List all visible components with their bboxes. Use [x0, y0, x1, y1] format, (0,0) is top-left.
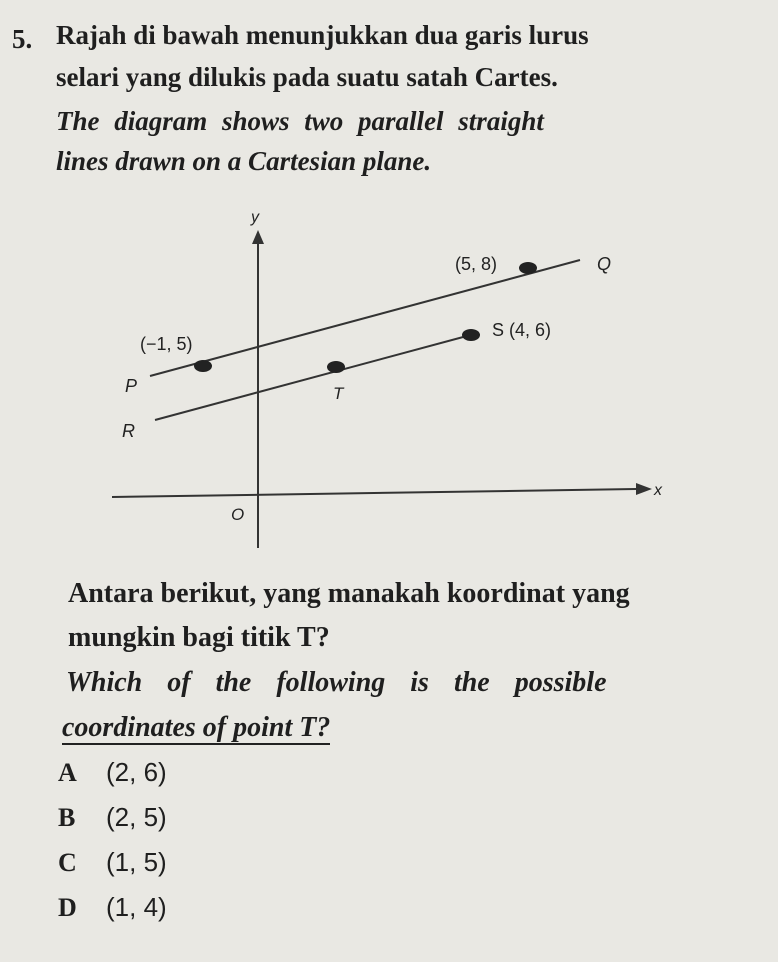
x-axis-label: x — [654, 482, 662, 499]
point-t-label: T — [333, 384, 344, 403]
y-axis-arrow — [252, 230, 264, 244]
question-malay-line-2: selari yang dilukis pada suatu satah Cartes. — [56, 62, 558, 92]
x-axis-arrow — [636, 483, 652, 495]
question-number: 5. — [12, 24, 33, 54]
option-a[interactable] — [58, 757, 167, 788]
point-p-label: P — [125, 376, 138, 396]
option-letter: D — [58, 893, 77, 922]
y-axis-label: y — [251, 209, 259, 226]
prompt-english-line-2: coordinates of point T? — [62, 712, 331, 743]
option-d[interactable] — [58, 892, 167, 923]
question-english-line-2: lines drawn on a Cartesian plane. — [56, 146, 432, 176]
origin-label: O — [231, 505, 245, 524]
option-c[interactable] — [58, 847, 167, 878]
point-p-dot — [194, 360, 212, 372]
prompt-malay-line-2: mungkin bagi titik T? — [68, 622, 330, 653]
question-english-line-1: The diagram shows two parallel straight — [56, 106, 544, 136]
x-axis — [112, 489, 638, 497]
question-malay-line-1: Rajah di bawah menunjukkan dua garis lurus — [56, 20, 589, 50]
point-q-coordinate: (5, 8) — [455, 254, 498, 274]
option-value: (2, 5) — [106, 802, 167, 832]
line-pq — [150, 260, 580, 376]
point-p-coordinate: (−1, 5) — [140, 334, 193, 354]
option-value: (1, 4) — [106, 892, 167, 922]
option-letter: B — [58, 803, 76, 832]
point-q-label: Q — [597, 254, 612, 274]
point-s-label: S (4, 6) — [492, 320, 552, 340]
option-letter: C — [58, 848, 77, 877]
option-value: (2, 6) — [106, 757, 167, 787]
option-b[interactable] — [58, 802, 167, 833]
prompt-english-line-1: Which of the following is the possible — [66, 667, 607, 698]
option-letter: A — [58, 758, 77, 787]
point-s-dot — [462, 329, 480, 341]
point-q-dot — [519, 262, 537, 274]
line-rs — [155, 333, 478, 420]
option-value: (1, 5) — [106, 847, 167, 877]
point-t-dot — [327, 361, 345, 373]
prompt-malay-line-1: Antara berikut, yang manakah koordinat yang — [68, 578, 630, 609]
point-r-label: R — [122, 421, 135, 441]
